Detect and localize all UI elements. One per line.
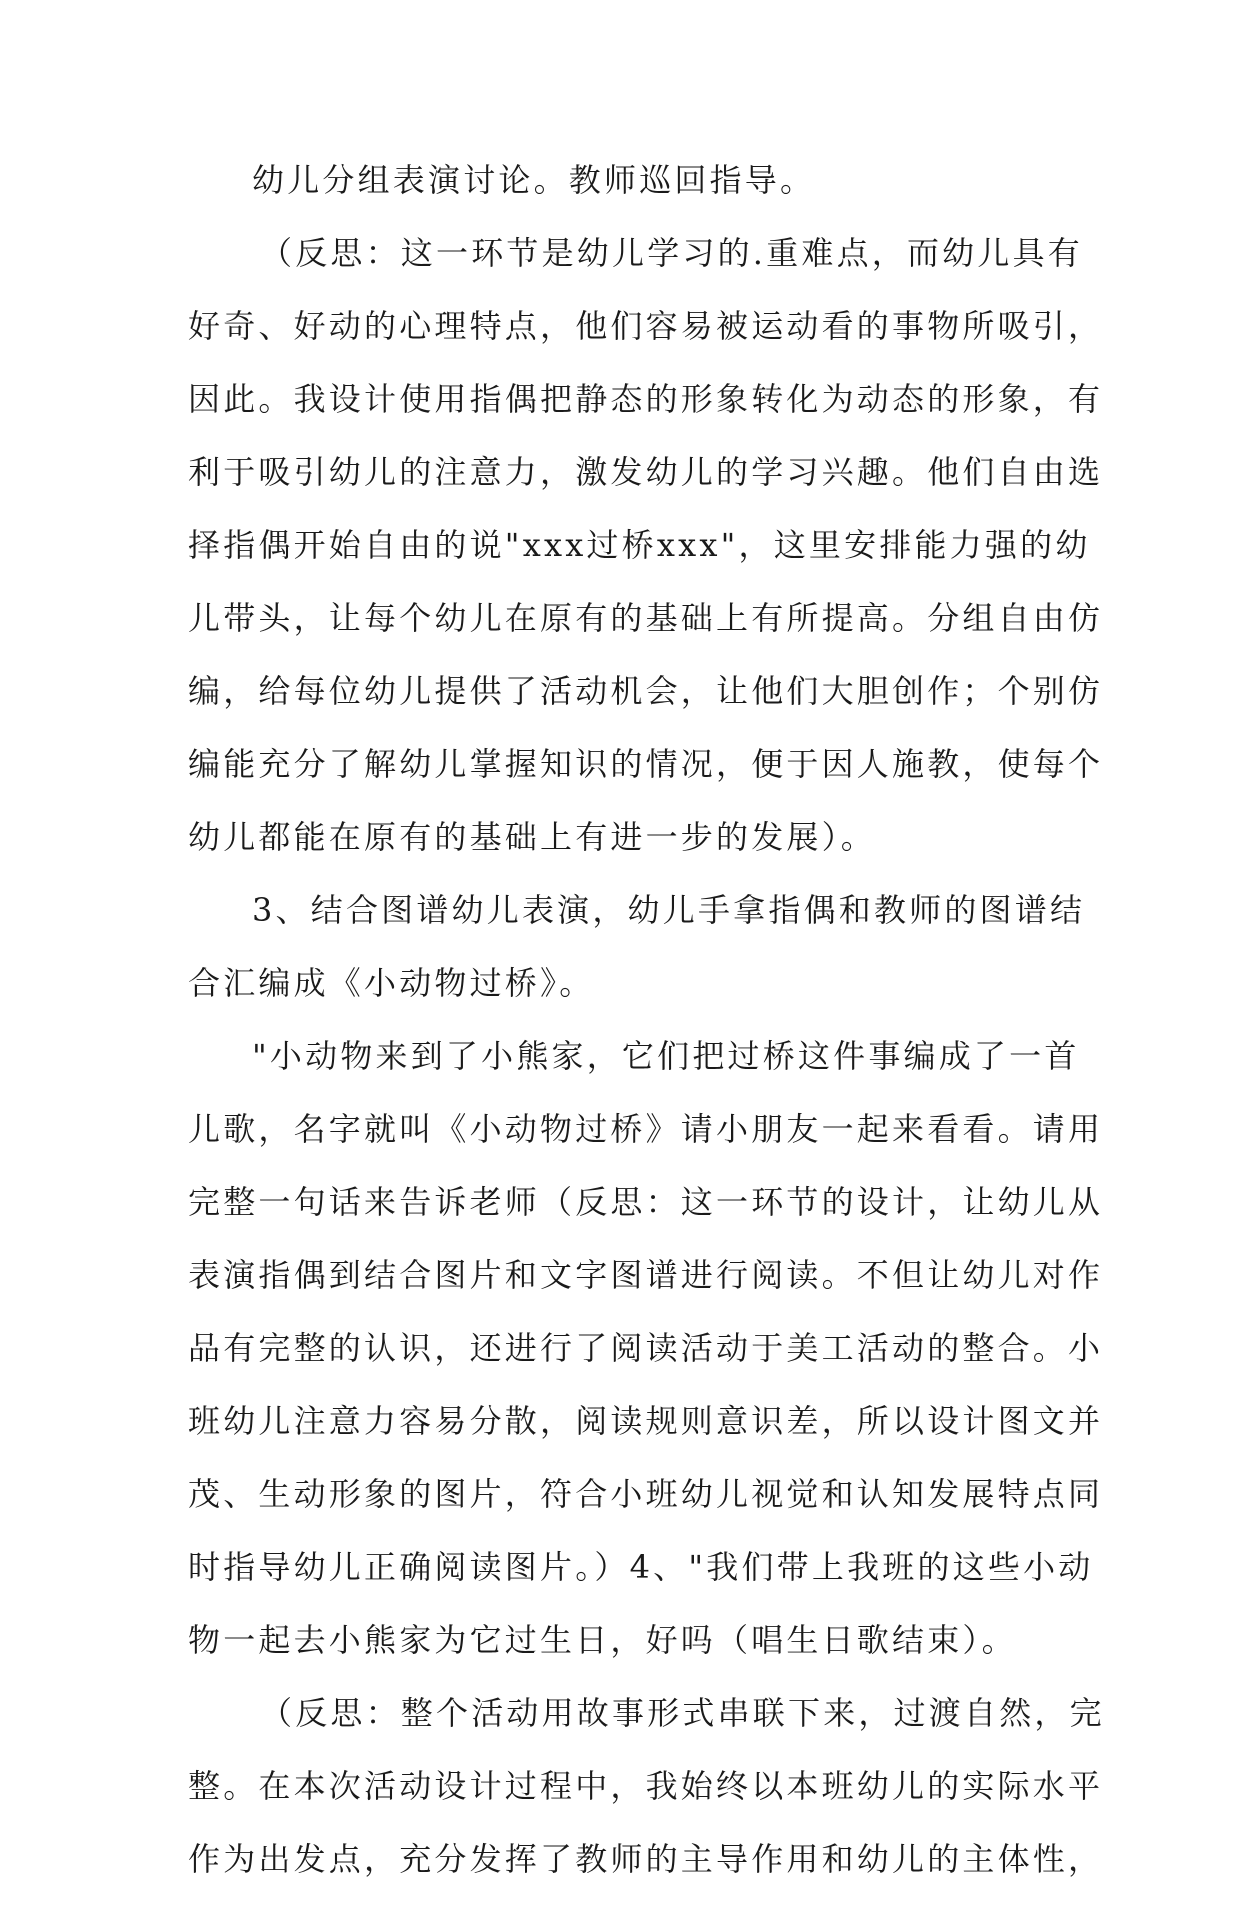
document-body [188,160,1105,1912]
text-line: 因此。我设计使用指偶把静态的形象转化为动态的形象，有 [188,380,1104,418]
text-line: 编能充分了解幼儿掌握知识的情况，便于因人施教，使每个 [188,745,1104,783]
text-line: 整。在本次活动设计过程中，我始终以本班幼儿的实际水平 [188,1767,1104,1805]
text-line: 幼儿都能在原有的基础上有进一步的发展）。 [188,818,877,856]
text-line: 合汇编成《小动物过桥》。 [188,964,595,1002]
text-line: （反思：这一环节是幼儿学习的.重难点，而幼儿具有 [260,234,1083,272]
text-line: 编，给每位幼儿提供了活动机会，让他们大胆创作；个别仿 [188,672,1104,710]
text-line: 茂、生动形象的图片，符合小班幼儿视觉和认知发展特点同 [188,1475,1104,1513]
text-line: 3、结合图谱幼儿表演，幼儿手拿指偶和教师的图谱结 [252,891,1086,929]
text-line: "小动物来到了小熊家，它们把过桥这件事编成了一首 [252,1037,1080,1075]
text-line: 儿带头，让每个幼儿在原有的基础上有所提高。分组自由仿 [188,599,1104,637]
text-line: 物一起去小熊家为它过生日，好吗（唱生日歌结束）。 [188,1621,1017,1659]
text-line: 儿歌，名字就叫《小动物过桥》请小朋友一起来看看。请用 [188,1110,1104,1148]
text-line: 择指偶开始自由的说"xxx过桥xxx"，这里安排能力强的幼 [188,526,1091,564]
text-line: 幼儿分组表演讨论。教师巡回指导。 [252,161,816,199]
text-line: 品有完整的认识，还进行了阅读活动于美工活动的整合。小 [188,1329,1104,1367]
text-line: 时指导幼儿正确阅读图片。）4、"我们带上我班的这些小动 [188,1548,1094,1586]
text-line: 利于吸引幼儿的注意力，激发幼儿的学习兴趣。他们自由选 [188,453,1104,491]
text-line: 班幼儿注意力容易分散，阅读规则意识差，所以设计图文并 [188,1402,1104,1440]
text-line: （反思：整个活动用故事形式串联下来，过渡自然，完 [260,1694,1105,1732]
text-line: 表演指偶到结合图片和文字图谱进行阅读。不但让幼儿对作 [188,1256,1104,1294]
text-line: 作为出发点，充分发挥了教师的主导作用和幼儿的主体性， [188,1840,1104,1878]
text-line: 好奇、好动的心理特点，他们容易被运动看的事物所吸引， [188,307,1104,345]
text-line: 完整一句话来告诉老师（反思：这一环节的设计，让幼儿从 [188,1183,1104,1221]
